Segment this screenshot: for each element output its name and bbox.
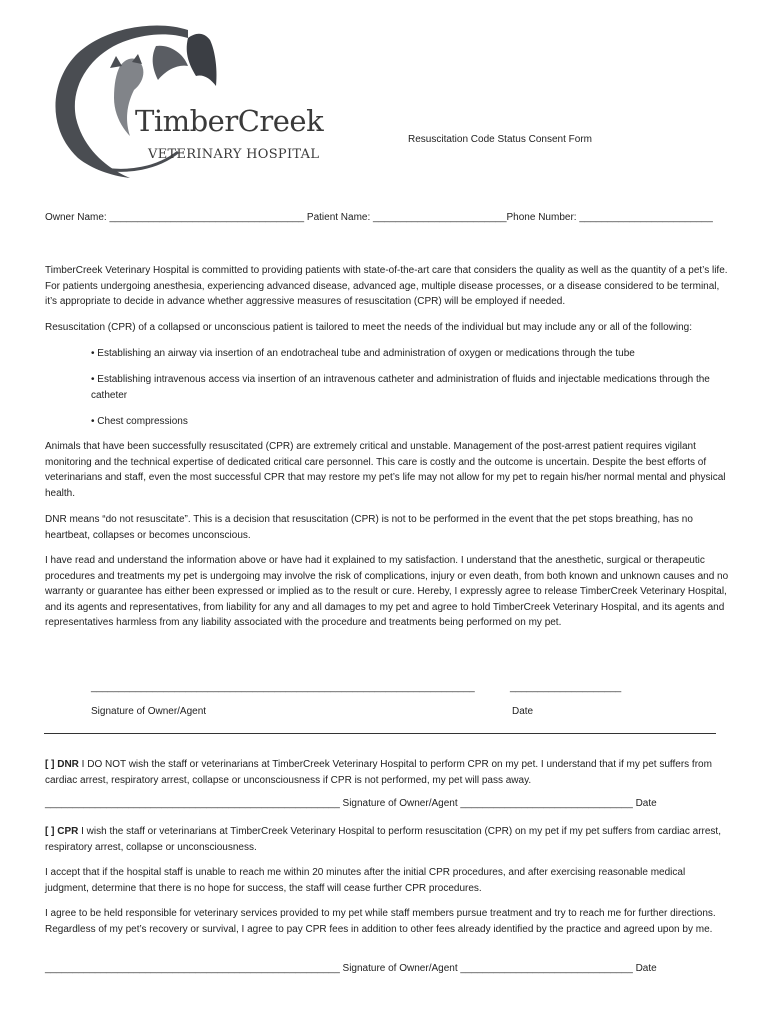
critical-paragraph: Animals that have been successfully resuscitated (CPR) are extremely critical and unstable. Management of the post-arrest patient requires vigilant monitoring and the technical expertise of dedicated critical care personnel. This care is costly and the outcome is uncertain. Despite the best efforts of veterinarians and staff, even the most successful CPR that may restore my pet’s life may not allow for my pet to regain his/her normal mental and physical health. [45,441,726,499]
section-divider [44,733,716,734]
dnr-option[interactable] [45,757,730,788]
cpr-option[interactable] [45,824,730,855]
dnr-checkbox[interactable]: [ ] DNR [45,759,79,770]
cpr-signature-line[interactable]: _____________________________________________________ Signature of Owner/Agent _______________________________ Date [45,963,657,974]
hospital-logo [38,18,338,178]
cpr-responsibility-paragraph: I agree to be held responsible for veterinary services provided to my pet while staff members pursue treatment and try to reach me for further directions. Regardless of my pet’s recovery or survival, I agree to pay CPR fees in addition to other fees already identified by the practice and agreed upon by me. [45,908,716,935]
date-line[interactable]: ____________________ [510,682,622,693]
dnr-definition: DNR means “do not resuscitate”. This is a decision that resuscitation (CPR) is not to be performed in the event that the pet stops breathing, has no heartbeat, collapses or becomes unconscious. [45,514,693,541]
signature-label: Signature of Owner/Agent [91,706,207,717]
logo-subtitle: VETERINARY HOSPITAL [148,147,320,162]
owner-signature-line[interactable]: _____________________________________________________________________ [91,682,475,693]
cpr-checkbox[interactable]: [ ] CPR [45,826,79,837]
dnr-signature-line[interactable]: _____________________________________________________ Signature of Owner/Agent _______________________________ Date [45,798,657,809]
bullet-airway: • Establishing an airway via insertion of an endotracheal tube and administration of oxygen or medications through the tube [91,348,635,359]
form-title: Resuscitation Code Status Consent Form [408,134,592,145]
logo-name: TimberCreek [135,104,324,138]
bullet-iv-access: • Establishing intravenous access via insertion of an intravenous catheter and administration of fluids and injectable medications through the catheter [91,374,710,401]
owner-patient-phone-fields[interactable]: Owner Name: ___________________________________ Patient Name: ________________________Phone Number: ________________________ [45,212,713,223]
cpr-definition: Resuscitation (CPR) of a collapsed or unconscious patient is tailored to meet the needs of the individual but may include any or all of the following: [45,322,693,333]
intro-paragraph: TimberCreek Veterinary Hospital is committed to providing patients with state-of-the-art care that considers the quality as well as the quantity of a pet’s life. For patients undergoing anesthesia, experiencing advanced disease, advanced age, multiple disease processes, or a disease considered to be terminal, it’s appropriate to decide in advance whether aggressive measures of resuscitation (CPR) will be employed if needed. [45,265,728,307]
date-label: Date [512,706,534,717]
bullet-chest-compressions: • Chest compressions [91,416,188,427]
cpr-option-text: I wish the staff or veterinarians at TimberCreek Veterinary Hospital to perform resuscitation (CPR) on my pet if my pet suffers from cardiac arrest, respiratory arrest, collapse or unconsciousness. [45,826,721,853]
cpr-accept-paragraph: I accept that if the hospital staff is unable to reach me within 20 minutes after the initial CPR procedures, and after exercising reasonable medical judgment, determine that there is no hope for success, the staff will cease further CPR procedures. [45,867,686,894]
dnr-option-text: I DO NOT wish the staff or veterinarians at TimberCreek Veterinary Hospital to perform CPR on my pet. I understand that if my pet suffers from cardiac arrest, respiratory arrest, collapse or unconsciousness if CPR is not performed, my pet will pass away. [45,759,712,786]
consent-paragraph: I have read and understand the information above or have had it explained to my satisfaction. I understand that the anesthetic, surgical or therapeutic procedures and treatments my pet is undergoing may involve the risk of complications, injury or even death, from both known and unknown causes and no warranty or guarantee has either been expressed or implied as to the result or cure. Hereby, I expressly agree to release TimberCreek Veterinary Hospital, and its agents and representatives, from liability for any and all damages to my pet and agree to hold TimberCreek Veterinary Hospital, and its agents and representatives harmless from any liability associated with the procedure and treatments being performed on my pet. [45,555,729,628]
